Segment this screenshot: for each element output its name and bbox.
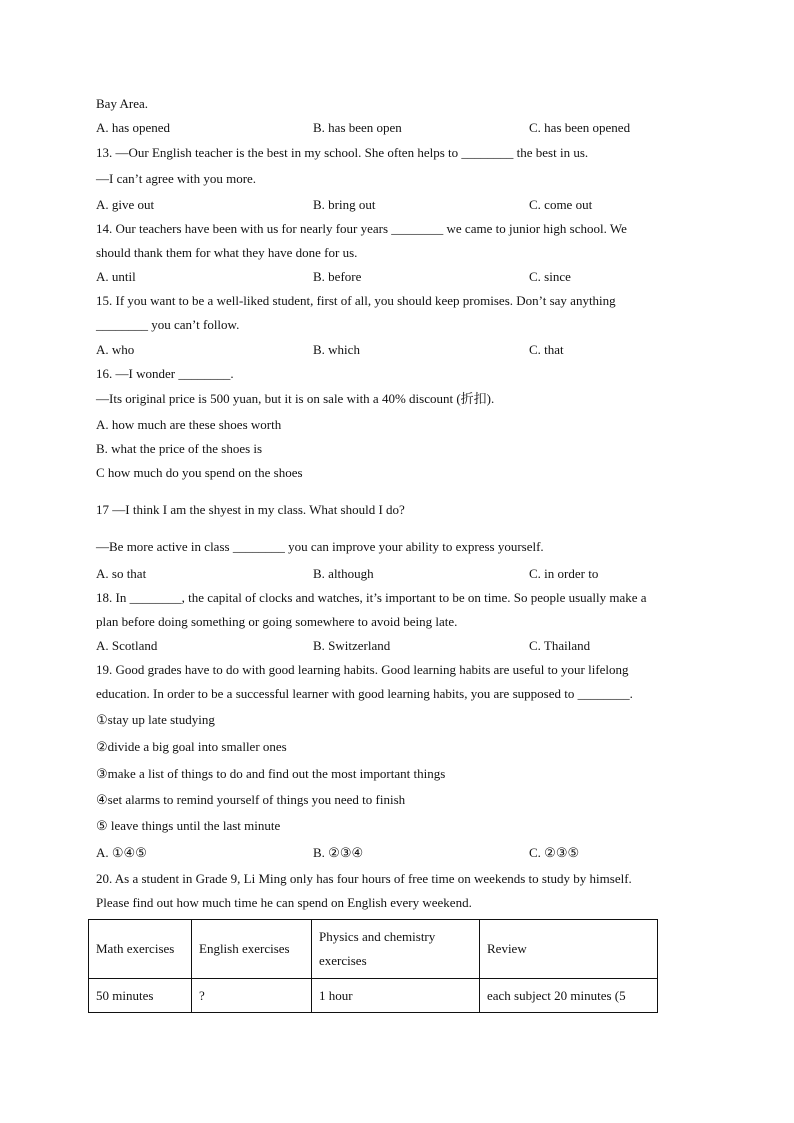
q18-option-a: A. Scotland (96, 638, 158, 653)
q17-reply: —Be more active in class ________ you can improve your ability to express yourself. (96, 539, 544, 554)
q19-stem-line-2: education. In order to be a successful learner with good learning habits, you are supposed to ________. (96, 686, 633, 701)
q16-stem: 16. —I wonder ________. (96, 366, 234, 381)
q18-option-b: B. Switzerland (313, 638, 391, 653)
q19-option-a: A. ①④⑤ (96, 845, 147, 860)
q15-option-a: A. who (96, 342, 135, 357)
q20-stem-line-2: Please find out how much time he can spend on English every weekend. (96, 895, 472, 910)
q13-option-a: A. give out (96, 197, 155, 212)
q16-option-c: C how much do you spend on the shoes (96, 465, 303, 480)
q14-stem-line-2: should thank them for what they have done for us. (96, 245, 358, 260)
q19-item-2: ②divide a big goal into smaller ones (96, 739, 287, 754)
q12-option-a: A. has opened (96, 120, 171, 135)
q19-item-4: ④set alarms to remind yourself of things you need to finish (96, 792, 406, 807)
q15-stem-line-1: 15. If you want to be a well-liked student, first of all, you should keep promises. Don’t say anything (96, 293, 616, 308)
q18-stem-line-2: plan before doing something or going somewhere to avoid being late. (96, 614, 458, 629)
table-cell: 1 hour (312, 979, 480, 1013)
q18-stem-line-1: 18. In ________, the capital of clocks and watches, it’s important to be on time. So people usually make a (96, 590, 647, 605)
q14-option-c: C. since (529, 269, 571, 284)
q19-item-1: ①stay up late studying (96, 712, 215, 727)
q20-stem-line-1: 20. As a student in Grade 9, Li Ming only has four hours of free time on weekends to study by himself. (96, 871, 632, 886)
table-cell: each subject 20 minutes (5 (480, 979, 658, 1013)
q19-item-3: ③make a list of things to do and find out the most important things (96, 766, 446, 781)
q17-option-a: A. so that (96, 566, 147, 581)
q15-option-b: B. which (313, 342, 360, 357)
q14-stem-line-1: 14. Our teachers have been with us for nearly four years ________ we came to junior high school. We (96, 221, 627, 236)
q19-option-b: B. ②③④ (313, 845, 364, 860)
q16-reply: —Its original price is 500 yuan, but it is on sale with a 40% discount (折扣). (96, 391, 495, 406)
q15-stem-line-2: ________ you can’t follow. (96, 317, 240, 332)
table-header-cell: Physics and chemistry exercises (312, 920, 480, 979)
table-cell: ? (192, 979, 312, 1013)
q13-option-c: C. come out (529, 197, 593, 212)
q17-option-c: C. in order to (529, 566, 599, 581)
q19-option-c: C. ②③⑤ (529, 845, 580, 860)
q13-reply: —I can’t agree with you more. (96, 171, 257, 186)
q14-option-b: B. before (313, 269, 362, 284)
q18-option-c: C. Thailand (529, 638, 591, 653)
q17-stem: 17 —I think I am the shyest in my class. What should I do? (96, 502, 405, 517)
q12-option-b: B. has been open (313, 120, 402, 135)
q13-stem: 13. —Our English teacher is the best in my school. She often helps to ________ the best in us. (96, 145, 589, 160)
table-header-cell: Review (480, 920, 658, 979)
q16-option-b: B. what the price of the shoes is (96, 441, 263, 456)
table-row (89, 979, 658, 1013)
q19-item-5: ⑤ leave things until the last minute (96, 818, 281, 833)
table-header-cell: Math exercises (89, 920, 192, 979)
q15-option-c: C. that (529, 342, 564, 357)
q19-stem-line-1: 19. Good grades have to do with good learning habits. Good learning habits are useful to your lifelong (96, 662, 629, 677)
table-header-row (89, 920, 658, 979)
q12-option-c: C. has been opened (529, 120, 631, 135)
q14-option-a: A. until (96, 269, 136, 284)
table-header-cell: English exercises (192, 920, 312, 979)
time-table (88, 919, 658, 1013)
q17-option-b: B. although (313, 566, 374, 581)
table-cell: 50 minutes (89, 979, 192, 1013)
q16-option-a: A. how much are these shoes worth (96, 417, 282, 432)
q13-option-b: B. bring out (313, 197, 376, 212)
q12-continuation: Bay Area. (96, 96, 148, 111)
